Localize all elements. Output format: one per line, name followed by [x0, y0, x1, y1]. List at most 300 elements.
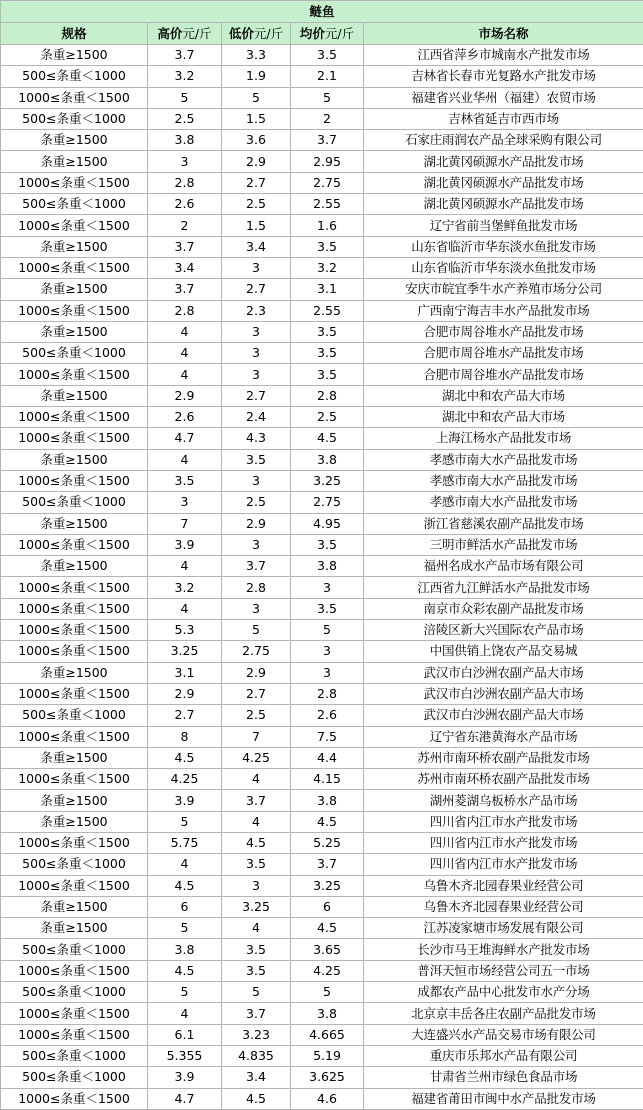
cell-high-price: 2.8 — [148, 172, 222, 193]
cell-spec: 条重≥1500 — [1, 151, 148, 172]
table-row — [1, 215, 643, 236]
cell-low-price: 4.3 — [222, 428, 291, 449]
table-row — [1, 960, 643, 981]
table-row — [1, 790, 643, 811]
cell-spec: 1000≤条重＜1500 — [1, 960, 148, 981]
table-row — [1, 343, 643, 364]
cell-high-price: 5 — [148, 982, 222, 1003]
cell-low-price: 5 — [222, 87, 291, 108]
table-row — [1, 641, 643, 662]
cell-low-price: 2.5 — [222, 194, 291, 215]
table-row — [1, 662, 643, 683]
cell-market-name: 成都农产品中心批发市水产分场 — [364, 982, 643, 1003]
cell-high-price: 3.8 — [148, 939, 222, 960]
table-row — [1, 236, 643, 257]
cell-high-price: 3.8 — [148, 130, 222, 151]
cell-low-price: 3.7 — [222, 1003, 291, 1024]
cell-avg-price: 3.2 — [291, 257, 364, 278]
cell-high-price: 4 — [148, 343, 222, 364]
cell-low-price: 2.4 — [222, 407, 291, 428]
cell-high-price: 4.25 — [148, 769, 222, 790]
cell-avg-price: 3.5 — [291, 236, 364, 257]
cell-high-price: 3 — [148, 151, 222, 172]
cell-avg-price: 3.8 — [291, 790, 364, 811]
cell-avg-price: 2.8 — [291, 385, 364, 406]
cell-low-price: 1.5 — [222, 108, 291, 129]
header-high-label: 高价 — [157, 25, 183, 41]
cell-avg-price: 5.19 — [291, 1045, 364, 1066]
cell-spec: 500≤条重＜1000 — [1, 1067, 148, 1088]
cell-market-name: 乌鲁木齐北园春果业经营公司 — [364, 896, 643, 917]
cell-avg-price: 3.625 — [291, 1067, 364, 1088]
cell-high-price: 2.6 — [148, 194, 222, 215]
cell-avg-price: 3.25 — [291, 470, 364, 491]
cell-high-price: 3.9 — [148, 534, 222, 555]
cell-high-price: 4 — [148, 854, 222, 875]
cell-avg-price: 6 — [291, 896, 364, 917]
table-row — [1, 1003, 643, 1024]
table-row — [1, 87, 643, 108]
table-row — [1, 683, 643, 704]
cell-high-price: 4.5 — [148, 875, 222, 896]
header-low — [222, 23, 291, 45]
cell-spec: 500≤条重＜1000 — [1, 982, 148, 1003]
table-title: 鲢鱼 — [1, 1, 643, 23]
cell-spec: 1000≤条重＜1500 — [1, 215, 148, 236]
cell-market-name: 湖北黄冈硕源水产品批发市场 — [364, 151, 643, 172]
table-row — [1, 598, 643, 619]
cell-market-name: 北京京丰岳各庄农副产品批发市场 — [364, 1003, 643, 1024]
table-row — [1, 982, 643, 1003]
cell-spec: 1000≤条重＜1500 — [1, 300, 148, 321]
cell-high-price: 2.5 — [148, 108, 222, 129]
cell-low-price: 4 — [222, 769, 291, 790]
cell-avg-price: 3.5 — [291, 598, 364, 619]
cell-spec: 500≤条重＜1000 — [1, 194, 148, 215]
cell-spec: 1000≤条重＜1500 — [1, 1088, 148, 1109]
cell-avg-price: 3.5 — [291, 321, 364, 342]
table-row — [1, 875, 643, 896]
cell-low-price: 4.5 — [222, 1088, 291, 1109]
table-row — [1, 1045, 643, 1066]
cell-low-price: 3 — [222, 470, 291, 491]
cell-low-price: 3 — [222, 321, 291, 342]
cell-low-price: 3.6 — [222, 130, 291, 151]
cell-spec: 条重≥1500 — [1, 449, 148, 470]
cell-avg-price: 3 — [291, 577, 364, 598]
table-row — [1, 747, 643, 768]
cell-high-price: 2.9 — [148, 683, 222, 704]
cell-market-name: 江苏凌家塘市场发展有限公司 — [364, 918, 643, 939]
cell-market-name: 辽宁省前当堡鲜鱼批发市场 — [364, 215, 643, 236]
cell-market-name: 辽宁省东港黄海水产品市场 — [364, 726, 643, 747]
table-row — [1, 513, 643, 534]
cell-avg-price: 3.7 — [291, 130, 364, 151]
cell-high-price: 4 — [148, 449, 222, 470]
cell-market-name: 涪陵区新大兴国际农产品市场 — [364, 620, 643, 641]
cell-low-price: 3.25 — [222, 896, 291, 917]
cell-low-price: 4.25 — [222, 747, 291, 768]
cell-low-price: 2.9 — [222, 151, 291, 172]
cell-low-price: 1.9 — [222, 66, 291, 87]
cell-market-name: 湖北中和农产品大市场 — [364, 407, 643, 428]
cell-avg-price: 2 — [291, 108, 364, 129]
cell-market-name: 吉林省长春市光复路水产批发市场 — [364, 66, 643, 87]
cell-low-price: 3.7 — [222, 790, 291, 811]
cell-low-price: 1.5 — [222, 215, 291, 236]
cell-avg-price: 5 — [291, 982, 364, 1003]
cell-market-name: 大连盛兴水产品交易市场有限公司 — [364, 1024, 643, 1045]
cell-spec: 500≤条重＜1000 — [1, 854, 148, 875]
cell-high-price: 5 — [148, 87, 222, 108]
cell-high-price: 4 — [148, 1003, 222, 1024]
cell-low-price: 4 — [222, 918, 291, 939]
cell-avg-price: 3.1 — [291, 279, 364, 300]
cell-spec: 条重≥1500 — [1, 896, 148, 917]
cell-market-name: 吉林省延吉市西市场 — [364, 108, 643, 129]
cell-high-price: 5.3 — [148, 620, 222, 641]
cell-low-price: 3.5 — [222, 449, 291, 470]
cell-low-price: 2.75 — [222, 641, 291, 662]
cell-avg-price: 4.6 — [291, 1088, 364, 1109]
table-row — [1, 194, 643, 215]
cell-high-price: 3.1 — [148, 662, 222, 683]
cell-market-name: 上海江杨水产品批发市场 — [364, 428, 643, 449]
table-row — [1, 854, 643, 875]
table-row — [1, 257, 643, 278]
cell-spec: 1000≤条重＜1500 — [1, 620, 148, 641]
cell-high-price: 7 — [148, 513, 222, 534]
table-row — [1, 321, 643, 342]
cell-spec: 1000≤条重＜1500 — [1, 577, 148, 598]
cell-avg-price: 3.8 — [291, 449, 364, 470]
title-row — [1, 1, 643, 23]
cell-market-name: 中国供销上饶农产品交易城 — [364, 641, 643, 662]
cell-spec: 1000≤条重＜1500 — [1, 875, 148, 896]
cell-market-name: 孝感市南大水产品批发市场 — [364, 449, 643, 470]
cell-avg-price: 2.75 — [291, 172, 364, 193]
cell-market-name: 安庆市皖宜季牛水产养殖市场分公司 — [364, 279, 643, 300]
cell-high-price: 5 — [148, 811, 222, 832]
cell-spec: 1000≤条重＜1500 — [1, 364, 148, 385]
table-row — [1, 449, 643, 470]
cell-spec: 条重≥1500 — [1, 385, 148, 406]
cell-spec: 1000≤条重＜1500 — [1, 769, 148, 790]
cell-low-price: 5 — [222, 620, 291, 641]
cell-avg-price: 2.95 — [291, 151, 364, 172]
cell-high-price: 5.75 — [148, 832, 222, 853]
table-row — [1, 1067, 643, 1088]
cell-spec: 条重≥1500 — [1, 556, 148, 577]
table-row — [1, 896, 643, 917]
cell-market-name: 四川省内江市水产批发市场 — [364, 854, 643, 875]
cell-spec: 条重≥1500 — [1, 130, 148, 151]
cell-market-name: 南京市众彩农副产品批发市场 — [364, 598, 643, 619]
cell-high-price: 4 — [148, 321, 222, 342]
table-row — [1, 534, 643, 555]
cell-market-name: 武汉市白沙洲农副产品大市场 — [364, 683, 643, 704]
cell-avg-price: 4.25 — [291, 960, 364, 981]
table-row — [1, 108, 643, 129]
cell-market-name: 重庆市乐邦水产品有限公司 — [364, 1045, 643, 1066]
cell-high-price: 3.7 — [148, 236, 222, 257]
cell-market-name: 乌鲁木齐北园春果业经营公司 — [364, 875, 643, 896]
cell-high-price: 4 — [148, 364, 222, 385]
cell-market-name: 江西省九江鲜活水产品批发市场 — [364, 577, 643, 598]
table-row — [1, 151, 643, 172]
cell-spec: 1000≤条重＜1500 — [1, 1024, 148, 1045]
cell-market-name: 苏州市南环桥农副产品批发市场 — [364, 747, 643, 768]
cell-high-price: 3.7 — [148, 279, 222, 300]
cell-low-price: 3 — [222, 343, 291, 364]
header-avg — [291, 23, 364, 45]
cell-avg-price: 4.15 — [291, 769, 364, 790]
cell-market-name: 福建省莆田市闽中水产品批发市场 — [364, 1088, 643, 1109]
cell-low-price: 3.4 — [222, 1067, 291, 1088]
cell-low-price: 3.5 — [222, 939, 291, 960]
cell-market-name: 湖州菱湖乌板桥水产品市场 — [364, 790, 643, 811]
table-row — [1, 364, 643, 385]
cell-spec: 1000≤条重＜1500 — [1, 428, 148, 449]
cell-avg-price: 3.5 — [291, 343, 364, 364]
cell-spec: 1000≤条重＜1500 — [1, 832, 148, 853]
cell-market-name: 四川省内江市水产批发市场 — [364, 811, 643, 832]
cell-spec: 1000≤条重＜1500 — [1, 726, 148, 747]
table-row — [1, 577, 643, 598]
cell-market-name: 武汉市白沙洲农副产品大市场 — [364, 662, 643, 683]
cell-low-price: 2.8 — [222, 577, 291, 598]
cell-high-price: 2.6 — [148, 407, 222, 428]
cell-avg-price: 4.95 — [291, 513, 364, 534]
cell-avg-price: 4.665 — [291, 1024, 364, 1045]
cell-spec: 条重≥1500 — [1, 662, 148, 683]
cell-spec: 1000≤条重＜1500 — [1, 87, 148, 108]
header-avg-label: 均价 — [299, 25, 325, 41]
cell-market-name: 甘肃省兰州市绿色食品市场 — [364, 1067, 643, 1088]
cell-avg-price: 2.8 — [291, 683, 364, 704]
cell-avg-price: 3.7 — [291, 854, 364, 875]
cell-high-price: 4.5 — [148, 960, 222, 981]
cell-high-price: 4 — [148, 556, 222, 577]
header-low-label: 低价 — [228, 25, 254, 41]
cell-low-price: 3 — [222, 257, 291, 278]
cell-market-name: 合肥市周谷堆水产品批发市场 — [364, 321, 643, 342]
cell-high-price: 3.25 — [148, 641, 222, 662]
cell-low-price: 2.5 — [222, 492, 291, 513]
cell-spec: 500≤条重＜1000 — [1, 108, 148, 129]
cell-avg-price: 2.1 — [291, 66, 364, 87]
cell-avg-price: 4.5 — [291, 428, 364, 449]
header-row — [1, 23, 643, 45]
cell-low-price: 4.5 — [222, 832, 291, 853]
cell-market-name: 合肥市周谷堆水产品批发市场 — [364, 364, 643, 385]
table-row — [1, 1088, 643, 1109]
table-row — [1, 492, 643, 513]
cell-low-price: 2.9 — [222, 662, 291, 683]
cell-low-price: 2.5 — [222, 705, 291, 726]
table-row — [1, 130, 643, 151]
table-row — [1, 620, 643, 641]
header-spec: 规格 — [1, 23, 148, 45]
cell-low-price: 2.3 — [222, 300, 291, 321]
cell-high-price: 3.5 — [148, 470, 222, 491]
cell-avg-price: 7.5 — [291, 726, 364, 747]
cell-spec: 1000≤条重＜1500 — [1, 257, 148, 278]
cell-high-price: 6.1 — [148, 1024, 222, 1045]
header-market: 市场名称 — [364, 23, 643, 45]
cell-spec: 条重≥1500 — [1, 236, 148, 257]
table-row — [1, 769, 643, 790]
cell-low-price: 2.7 — [222, 279, 291, 300]
cell-low-price: 4 — [222, 811, 291, 832]
table-row — [1, 385, 643, 406]
cell-low-price: 3 — [222, 534, 291, 555]
cell-low-price: 3.4 — [222, 236, 291, 257]
cell-spec: 条重≥1500 — [1, 321, 148, 342]
cell-high-price: 2 — [148, 215, 222, 236]
cell-market-name: 合肥市周谷堆水产品批发市场 — [364, 343, 643, 364]
cell-high-price: 5 — [148, 918, 222, 939]
cell-market-name: 孝感市南大水产品批发市场 — [364, 492, 643, 513]
cell-low-price: 3.5 — [222, 854, 291, 875]
cell-avg-price: 3.5 — [291, 534, 364, 555]
cell-low-price: 2.7 — [222, 385, 291, 406]
cell-avg-price: 4.4 — [291, 747, 364, 768]
cell-spec: 1000≤条重＜1500 — [1, 641, 148, 662]
cell-avg-price: 5 — [291, 87, 364, 108]
cell-avg-price: 3.5 — [291, 45, 364, 66]
cell-spec: 1000≤条重＜1500 — [1, 683, 148, 704]
cell-avg-price: 3 — [291, 641, 364, 662]
cell-high-price: 4.5 — [148, 747, 222, 768]
table-row — [1, 726, 643, 747]
cell-avg-price: 4.5 — [291, 811, 364, 832]
table-row — [1, 279, 643, 300]
header-avg-unit: 元/斤 — [324, 25, 355, 41]
table-row — [1, 556, 643, 577]
cell-market-name: 武汉市白沙洲农副产品大市场 — [364, 705, 643, 726]
cell-avg-price: 2.55 — [291, 194, 364, 215]
cell-spec: 条重≥1500 — [1, 513, 148, 534]
cell-spec: 500≤条重＜1000 — [1, 939, 148, 960]
cell-market-name: 山东省临沂市华东淡水鱼批发市场 — [364, 236, 643, 257]
cell-low-price: 3 — [222, 598, 291, 619]
cell-market-name: 普洱天恒市场经营公司五一市场 — [364, 960, 643, 981]
header-low-unit: 元/斤 — [253, 25, 284, 41]
cell-spec: 条重≥1500 — [1, 918, 148, 939]
cell-avg-price: 3.65 — [291, 939, 364, 960]
cell-market-name: 长沙市马王堆海鲜水产批发市场 — [364, 939, 643, 960]
cell-market-name: 孝感市南大水产品批发市场 — [364, 470, 643, 491]
table-row — [1, 470, 643, 491]
cell-market-name: 广西南宁海吉丰水产品批发市场 — [364, 300, 643, 321]
cell-high-price: 2.9 — [148, 385, 222, 406]
cell-low-price: 3.3 — [222, 45, 291, 66]
cell-low-price: 2.9 — [222, 513, 291, 534]
cell-low-price: 5 — [222, 982, 291, 1003]
table-row — [1, 939, 643, 960]
cell-avg-price: 2.6 — [291, 705, 364, 726]
cell-high-price: 4 — [148, 598, 222, 619]
cell-high-price: 2.8 — [148, 300, 222, 321]
cell-avg-price: 3.8 — [291, 1003, 364, 1024]
cell-low-price: 2.7 — [222, 683, 291, 704]
cell-spec: 条重≥1500 — [1, 747, 148, 768]
table-row — [1, 300, 643, 321]
table-row — [1, 428, 643, 449]
cell-market-name: 山东省临沂市华东淡水鱼批发市场 — [364, 257, 643, 278]
cell-market-name: 苏州市南环桥农副产品批发市场 — [364, 769, 643, 790]
cell-spec: 500≤条重＜1000 — [1, 66, 148, 87]
cell-avg-price: 3 — [291, 662, 364, 683]
cell-spec: 1000≤条重＜1500 — [1, 407, 148, 428]
cell-spec: 1000≤条重＜1500 — [1, 1003, 148, 1024]
cell-avg-price: 5 — [291, 620, 364, 641]
cell-low-price: 3.5 — [222, 960, 291, 981]
cell-market-name: 福建省兴业华州（福建）农贸市场 — [364, 87, 643, 108]
cell-spec: 1000≤条重＜1500 — [1, 470, 148, 491]
table-row — [1, 66, 643, 87]
cell-avg-price: 4.5 — [291, 918, 364, 939]
cell-high-price: 3.2 — [148, 66, 222, 87]
cell-avg-price: 1.6 — [291, 215, 364, 236]
cell-spec: 条重≥1500 — [1, 811, 148, 832]
table-row — [1, 811, 643, 832]
cell-market-name: 湖北黄冈硕源水产品批发市场 — [364, 194, 643, 215]
cell-low-price: 3 — [222, 364, 291, 385]
cell-high-price: 3.9 — [148, 790, 222, 811]
cell-spec: 条重≥1500 — [1, 45, 148, 66]
cell-high-price: 4.7 — [148, 1088, 222, 1109]
table-row — [1, 45, 643, 66]
cell-low-price: 2.7 — [222, 172, 291, 193]
cell-avg-price: 2.55 — [291, 300, 364, 321]
cell-high-price: 3.9 — [148, 1067, 222, 1088]
cell-market-name: 四川省内江市水产批发市场 — [364, 832, 643, 853]
cell-spec: 1000≤条重＜1500 — [1, 598, 148, 619]
cell-avg-price: 3.25 — [291, 875, 364, 896]
cell-avg-price: 2.5 — [291, 407, 364, 428]
cell-spec: 500≤条重＜1000 — [1, 1045, 148, 1066]
cell-market-name: 江西省萍乡市城南水产批发市场 — [364, 45, 643, 66]
cell-high-price: 3.7 — [148, 45, 222, 66]
table-body — [1, 45, 643, 1110]
cell-market-name: 福州名成水产品市场有限公司 — [364, 556, 643, 577]
table-row — [1, 832, 643, 853]
cell-low-price: 3.23 — [222, 1024, 291, 1045]
cell-avg-price: 3.5 — [291, 364, 364, 385]
cell-market-name: 浙江省慈溪农副产品批发市场 — [364, 513, 643, 534]
cell-avg-price: 2.75 — [291, 492, 364, 513]
cell-spec: 500≤条重＜1000 — [1, 492, 148, 513]
cell-low-price: 4.835 — [222, 1045, 291, 1066]
table-row — [1, 407, 643, 428]
cell-high-price: 2.7 — [148, 705, 222, 726]
cell-market-name: 湖北中和农产品大市场 — [364, 385, 643, 406]
header-high — [148, 23, 222, 45]
cell-spec: 1000≤条重＜1500 — [1, 172, 148, 193]
cell-high-price: 4.7 — [148, 428, 222, 449]
cell-low-price: 7 — [222, 726, 291, 747]
cell-high-price: 3 — [148, 492, 222, 513]
cell-avg-price: 3.8 — [291, 556, 364, 577]
header-high-unit: 元/斤 — [182, 25, 212, 41]
cell-high-price: 6 — [148, 896, 222, 917]
cell-spec: 条重≥1500 — [1, 790, 148, 811]
cell-low-price: 3.7 — [222, 556, 291, 577]
cell-spec: 1000≤条重＜1500 — [1, 534, 148, 555]
cell-market-name: 湖北黄冈硕源水产品批发市场 — [364, 172, 643, 193]
